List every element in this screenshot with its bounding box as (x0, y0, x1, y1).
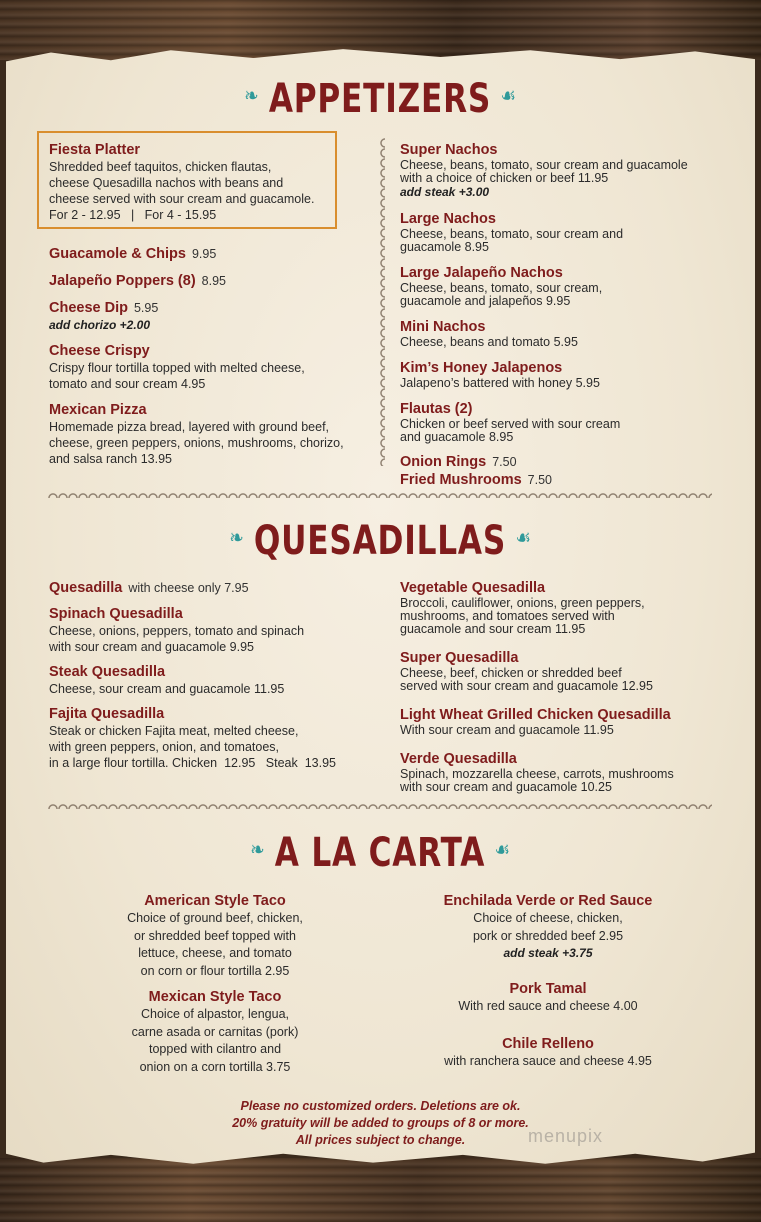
item-desc: Crispy flour tortilla topped with melted cheese, (49, 361, 305, 375)
item-name: Enchilada Verde or Red Sauce (443, 893, 653, 909)
wood-border-bottom (0, 1158, 761, 1222)
item-desc: pork or shredded beef 2.95 (472, 928, 624, 943)
item-desc: Cheese, beef, chicken or shredded beef (400, 666, 622, 680)
column-divider (379, 138, 385, 466)
menu-item (49, 705, 379, 771)
menu-item (410, 892, 686, 962)
item-name: Quesadilla (49, 580, 123, 596)
item-addon: add chorizo +2.00 (49, 318, 151, 332)
quesadillas-left-column (49, 579, 379, 771)
footer-line: Please no customized orders. Deletions are ok. (240, 1099, 521, 1113)
item-desc: Choice of ground beef, chicken, (127, 911, 303, 925)
item-desc: With red sauce and cheese 4.00 (458, 999, 638, 1013)
item-name: Pork Tamal (509, 981, 587, 997)
ornament-left-icon: ❧ (244, 83, 260, 109)
menu-item (400, 359, 720, 390)
item-addon: add steak +3.00 (400, 185, 490, 199)
item-desc: with green peppers, onion, and tomatoes, (49, 740, 280, 754)
quesadillas-right-column (400, 579, 720, 794)
item-desc: Cheese, beans, tomato, sour cream, (400, 281, 603, 295)
item-desc: guacamole and jalapeños 9.95 (400, 294, 571, 308)
item-desc: cheese, green peppers, onions, mushrooms, chorizo, (49, 436, 344, 450)
item-desc: in a large flour tortilla. Chicken 12.95 Steak 13.95 (49, 756, 336, 770)
item-desc: Choice of cheese, chicken, (473, 911, 623, 925)
menu-item (400, 141, 720, 199)
menu-item (49, 342, 369, 392)
alacarta-right-column (410, 892, 686, 1070)
item-price: 8.95 (201, 274, 226, 288)
menu-item (49, 245, 369, 263)
menu-item (80, 988, 350, 1076)
item-name: Large Nachos (400, 211, 496, 227)
item-price: 9.95 (191, 247, 217, 261)
item-name: Mini Nachos (400, 319, 486, 335)
item-desc: Cheese, beans and tomato 5.95 (400, 335, 578, 349)
item-desc: and guacamole 8.95 (400, 430, 514, 444)
item-desc: Chicken or beef served with sour cream (400, 417, 621, 431)
ornament-right-icon: ☙ (494, 837, 511, 863)
item-desc: Jalapeno’s battered with honey 5.95 (400, 376, 600, 390)
item-desc: Cheese, onions, peppers, tomato and spinach (49, 624, 305, 638)
alacarta-left-column (80, 892, 350, 1076)
item-desc: Broccoli, cauliflower, onions, green peppers, (400, 596, 645, 610)
menu-item (400, 453, 720, 471)
item-desc: with sour cream and guacamole 10.25 (400, 780, 612, 794)
menu-item (49, 663, 379, 697)
item-desc: Choice of alpastor, lengua, (140, 1007, 290, 1021)
item-prices: For 2 - 12.95 | For 4 - 15.95 (49, 208, 217, 222)
menu-item (400, 400, 720, 444)
footer-line: All prices subject to change. (295, 1133, 466, 1147)
menu-item (400, 264, 720, 308)
menu-item (400, 471, 720, 489)
item-name: Fajita Quesadilla (49, 706, 165, 722)
item-name: American Style Taco (144, 893, 286, 909)
item-name: Large Jalapeño Nachos (400, 265, 563, 281)
item-name: Jalapeño Poppers (8) (49, 273, 196, 289)
item-name: Kim’s Honey Jalapenos (400, 360, 563, 376)
item-name: Fried Mushrooms (400, 472, 522, 488)
appetizers-heading (84, 76, 678, 122)
item-name: Vegetable Quesadilla (400, 580, 546, 596)
item-name: Super Quesadilla (400, 650, 519, 666)
item-desc: on corn or flour tortilla 2.95 (140, 963, 290, 978)
item-desc: Steak or chicken Fajita meat, melted cheese, (49, 724, 299, 738)
item-name: Steak Quesadilla (49, 664, 166, 680)
item-name: Mexican Style Taco (148, 989, 282, 1005)
menu-item (400, 750, 720, 794)
footer-line: 20% gratuity will be added to groups of 8 or more. (232, 1116, 529, 1130)
appetizers-left-column (49, 245, 369, 467)
item-name: Chile Relleno (502, 1035, 594, 1052)
fiesta-platter (49, 141, 339, 223)
menu-item (80, 892, 350, 980)
item-desc: Shredded beef taquitos, chicken flautas, (49, 160, 272, 174)
item-desc: Homemade pizza bread, layered with ground beef, (49, 420, 330, 434)
item-name: Onion Rings (400, 454, 487, 470)
item-desc: lettuce, cheese, and tomato (138, 946, 292, 960)
quesadillas-title: QUESADILLAS (253, 518, 507, 564)
ornament-left-icon: ❧ (250, 837, 266, 863)
menu-item (49, 579, 379, 597)
item-desc: cheese Quesadilla nachos with beans and (49, 176, 284, 190)
item-desc: onion on a corn tortilla 3.75 (139, 1059, 291, 1074)
item-desc: with ranchera sauce and cheese 4.95 (444, 1053, 652, 1068)
item-price: with cheese only 7.95 (128, 581, 249, 595)
item-price: 7.50 (492, 455, 517, 469)
item-desc: with sour cream and guacamole 9.95 (49, 640, 254, 654)
item-addon: add steak +3.75 (503, 946, 593, 960)
item-desc: tomato and sour cream 4.95 (49, 377, 206, 391)
menu-item (49, 272, 369, 290)
quesadillas-heading (84, 518, 678, 564)
item-price: 7.50 (527, 473, 552, 487)
appetizers-title: APPETIZERS (268, 76, 492, 122)
menu-item (410, 1035, 686, 1071)
item-desc: with a choice of chicken or beef 11.95 (400, 171, 609, 185)
menu-item (400, 210, 720, 254)
footer-note (0, 1098, 761, 1149)
item-desc: guacamole 8.95 (400, 240, 489, 254)
wood-border-top (0, 0, 761, 60)
item-desc: Cheese, beans, tomato, sour cream and (400, 227, 624, 241)
appetizers-right-column (400, 141, 720, 489)
item-name: Mexican Pizza (49, 402, 147, 418)
menu-item (410, 980, 686, 1016)
item-desc: Cheese, beans, tomato, sour cream and guacamole (400, 158, 688, 172)
watermark: menupix (528, 1126, 604, 1146)
item-name: Guacamole & Chips (49, 246, 186, 262)
item-price: 5.95 (133, 301, 159, 315)
menu-item (400, 318, 720, 349)
menu-item (49, 605, 379, 655)
ornament-left-icon: ❧ (229, 525, 245, 551)
item-desc: carne asada or carnitas (pork) (131, 1024, 299, 1039)
ornament-right-icon: ☙ (515, 525, 532, 551)
item-name: Light Wheat Grilled Chicken Quesadilla (400, 707, 671, 723)
item-desc: mushrooms, and tomatoes served with (400, 609, 615, 623)
menu-item (400, 579, 720, 636)
section-divider (48, 492, 712, 498)
item-desc: cheese served with sour cream and guacamole. (49, 192, 315, 206)
item-desc: Spinach, mozzarella cheese, carrots, mushrooms (400, 767, 674, 781)
item-desc: guacamole and sour cream 11.95 (400, 622, 586, 636)
item-desc: served with sour cream and guacamole 12.95 (400, 679, 653, 693)
item-name: Cheese Crispy (49, 343, 150, 359)
item-desc: or shredded beef topped with (134, 928, 296, 943)
menu-item (400, 649, 720, 693)
section-divider (48, 803, 712, 809)
item-desc: With sour cream and guacamole 11.95 (400, 723, 614, 737)
menu-item (400, 706, 720, 737)
item-name: Flautas (2) (400, 401, 473, 417)
item-desc: and salsa ranch 13.95 (49, 452, 173, 466)
item-name: Cheese Dip (49, 300, 128, 316)
alacarta-title: A LA CARTA (274, 830, 486, 876)
alacarta-heading (84, 830, 678, 876)
item-desc: topped with cilantro and (148, 1042, 282, 1056)
item-name: Spinach Quesadilla (49, 606, 183, 622)
item-name: Fiesta Platter (49, 142, 141, 158)
item-name: Super Nachos (400, 142, 498, 158)
item-name: Verde Quesadilla (400, 751, 517, 767)
item-desc: Cheese, sour cream and guacamole 11.95 (49, 682, 285, 696)
menu-item (49, 299, 369, 333)
ornament-right-icon: ☙ (500, 83, 517, 109)
menu-item (49, 401, 369, 467)
